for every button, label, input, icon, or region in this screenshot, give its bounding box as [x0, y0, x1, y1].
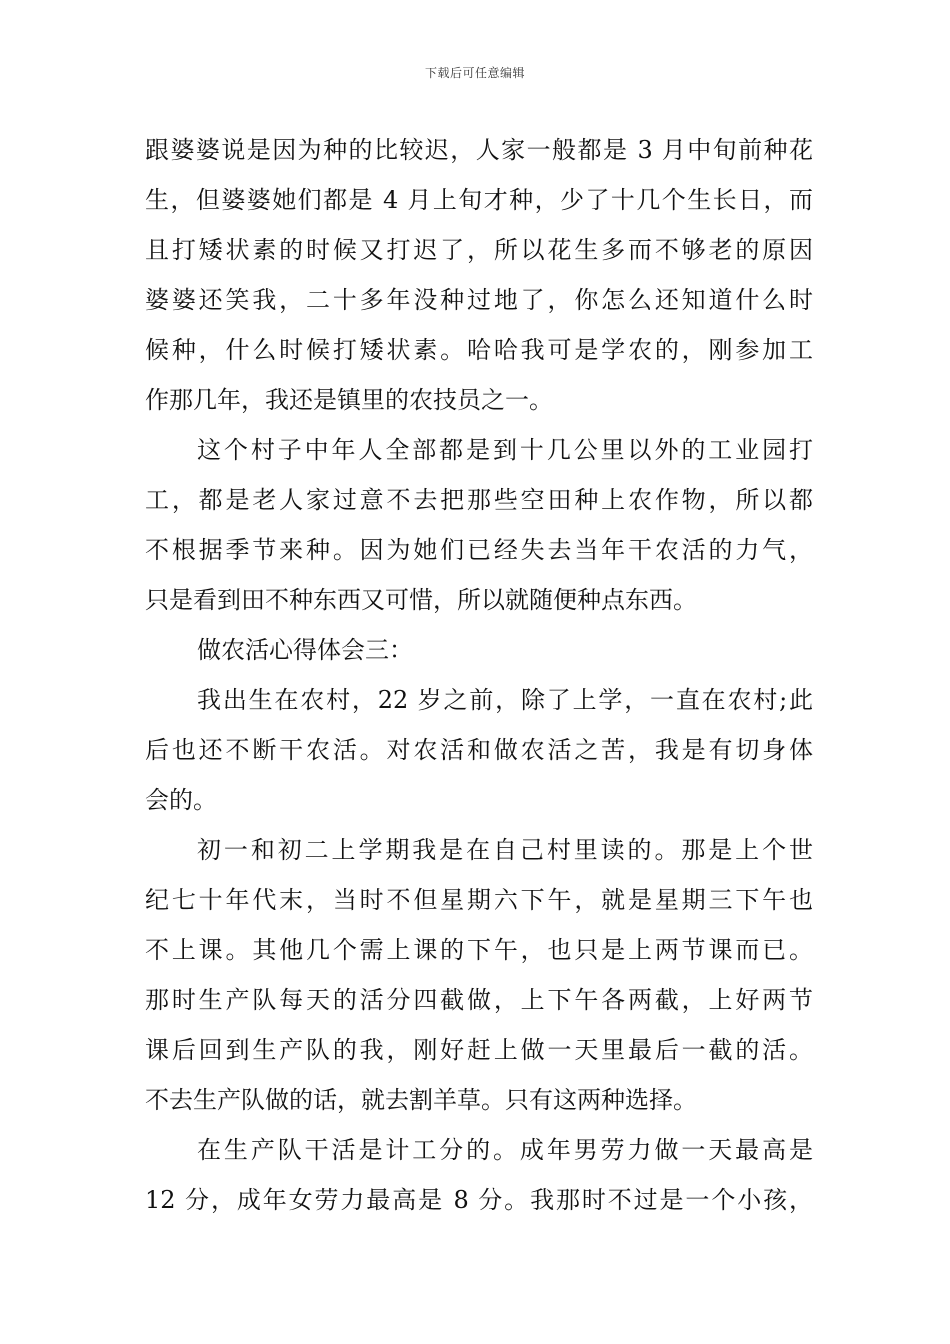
- text-line: 婆婆还笑我，二十多年没种过地了，你怎么还知道什么时: [145, 286, 813, 314]
- text-line: 这个村子中年人全部都是到十几公里以外的工业园打: [197, 436, 813, 464]
- paragraph-4: [145, 825, 813, 1125]
- text-line: 候种，什么时候打矮状素。哈哈我可是学农的，刚参加工: [145, 336, 813, 364]
- text-line: 生，但婆婆她们都是 4 月上旬才种，少了十几个生长日，而: [145, 186, 813, 214]
- text-line: 只是看到田不种东西又可惜，所以就随便种点东西。: [145, 586, 697, 614]
- text-line: 后也还不断干农活。对农活和做农活之苦，我是有切身体: [145, 736, 813, 764]
- paragraph-5: [145, 1125, 813, 1225]
- paragraph-2: [145, 425, 813, 625]
- page-header-note: 下载后可任意编辑: [424, 66, 525, 80]
- document-body: [145, 125, 813, 1225]
- text-line: 12 分，成年女劳力最高是 8 分。我那时不过是一个小孩，: [145, 1186, 813, 1214]
- text-line: 不去生产队做的话，就去割羊草。只有这两种选择。: [145, 1086, 697, 1114]
- text-line: 会的。: [145, 786, 217, 814]
- text-line: 初一和初二上学期我是在自己村里读的。那是上个世: [197, 836, 813, 864]
- text-line: 纪七十年代末，当时不但星期六下午，就是星期三下午也: [145, 886, 813, 914]
- text-line: 那时生产队每天的活分四截做，上下午各两截，上好两节: [145, 986, 813, 1014]
- text-line: 且打矮状素的时候又打迟了，所以花生多而不够老的原因: [145, 236, 813, 264]
- text-line: 课后回到生产队的我，刚好赶上做一天里最后一截的活。: [145, 1036, 813, 1064]
- text-line: 在生产队干活是计工分的。成年男劳力做一天最高是: [197, 1136, 813, 1164]
- text-line: 不根据季节来种。因为她们已经失去当年干农活的力气，: [145, 536, 813, 564]
- text-line: 跟婆婆说是因为种的比较迟，人家一般都是 3 月中旬前种花: [145, 136, 813, 164]
- text-line: 作那几年，我还是镇里的农技员之一。: [145, 386, 553, 414]
- paragraph-3: [145, 675, 813, 825]
- section-heading: [145, 625, 813, 675]
- text-line: 做农活心得体会三：: [197, 636, 413, 664]
- text-line: 工，都是老人家过意不去把那些空田种上农作物，所以都: [145, 486, 813, 514]
- text-line: 我出生在农村，22 岁之前，除了上学，一直在农村;此: [197, 686, 813, 714]
- text-line: 不上课。其他几个需上课的下午，也只是上两节课而已。: [145, 936, 813, 964]
- paragraph-1: [145, 125, 813, 425]
